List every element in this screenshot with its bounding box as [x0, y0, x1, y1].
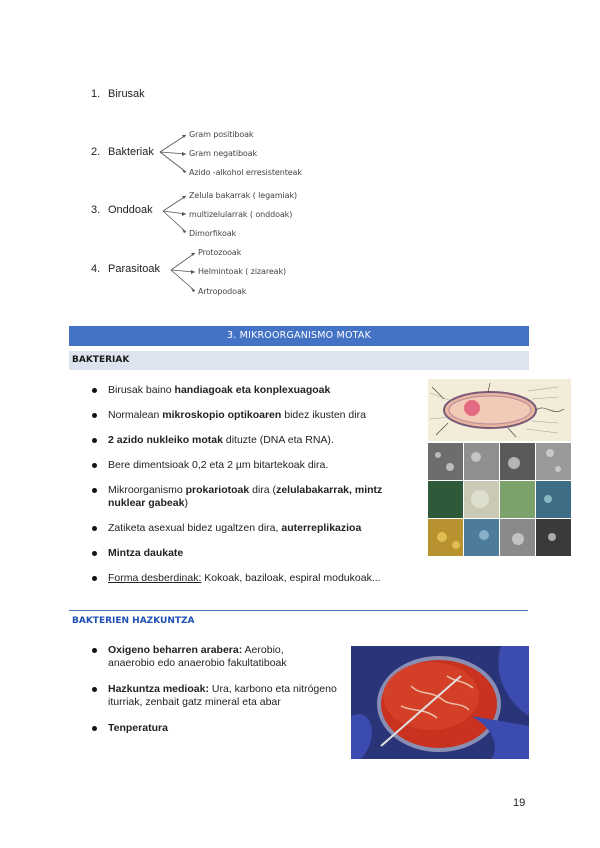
item-label: Bakteriak	[108, 146, 154, 158]
bullet-dot	[92, 388, 97, 393]
sub-banner: BAKTERIAK	[69, 351, 529, 370]
bullet-text	[108, 384, 398, 397]
bullet-text	[108, 722, 333, 735]
branch-label: Gram negatiboak	[189, 149, 258, 158]
bacterium-cell-illustration	[428, 379, 571, 441]
section-title-hazkuntza: BAKTERIEN HAZKUNTZA	[72, 616, 195, 626]
bullet-text	[108, 409, 398, 422]
item-number: 1.	[91, 88, 101, 100]
item-number: 2.	[91, 146, 101, 158]
text-run: Aerobio, anaerobio edo anaerobio fakultatiboak	[108, 644, 287, 669]
bullet-dot	[92, 463, 97, 468]
text-run: dira (	[249, 484, 277, 496]
bullet-dot	[92, 687, 97, 692]
text-run: dituzte (DNA eta RNA).	[222, 434, 334, 446]
bacteria-micrograph-grid	[428, 443, 571, 556]
item-label: Birusak	[108, 88, 145, 100]
branch-label: Protozooak	[198, 248, 242, 257]
bullet-dot	[92, 413, 97, 418]
bullet-dot	[92, 576, 97, 581]
branch-label: Azido -alkohol erresistenteak	[189, 168, 302, 177]
bold-text: prokariotoak	[185, 484, 250, 496]
section-divider	[69, 610, 528, 611]
branch-label: multizelularrak ( onddoak)	[189, 210, 293, 219]
bold-text: handiagoak eta konplexuagoak	[174, 384, 331, 396]
micrograph-tiles	[428, 443, 571, 556]
bullet-text	[108, 683, 346, 709]
bold-text: 2 azido nukleiko motak	[108, 434, 223, 446]
bullet-text	[108, 434, 398, 447]
branch-label: Artropodoak	[198, 287, 247, 296]
item-number: 3.	[91, 204, 101, 216]
bullet-dot	[92, 526, 97, 531]
text-run: Kokoak, baziloak, espiral modukoak...	[201, 572, 381, 584]
text-run: )	[184, 497, 188, 509]
text-run: Normalean	[108, 409, 163, 421]
bullet-dot	[92, 551, 97, 556]
bullet-dot	[92, 488, 97, 493]
text-run: Birusak baino	[108, 384, 175, 396]
branch-label: Dimorfikoak	[189, 229, 237, 238]
text-run: Forma desberdinak:	[108, 572, 202, 584]
bullet-dot	[92, 648, 97, 653]
section-banner: 3. MIKROORGANISMO MOTAK	[69, 326, 529, 346]
bullet-text	[108, 572, 408, 585]
bold-text: Hazkuntza medioak:	[108, 683, 209, 695]
branch-label: Zelula bakarrak ( legamiak)	[189, 191, 298, 200]
bullet-text	[108, 547, 398, 560]
branch-label: Helmintoak ( zizareak)	[198, 267, 287, 276]
bacterium-diagram-image	[428, 379, 571, 441]
bullet-text	[108, 459, 398, 472]
petri-dish-photo	[351, 646, 529, 759]
bullet-text	[108, 484, 398, 510]
bullet-dot	[92, 438, 97, 443]
item-label: Onddoak	[108, 204, 153, 216]
bold-text: Mintza daukate	[108, 547, 184, 559]
text-run: bidez ikusten dira	[281, 409, 366, 421]
bold-text: mikroskopio optikoaren	[162, 409, 282, 421]
branch-label: Gram positiboak	[189, 130, 254, 139]
bold-text: zelulabakarrak, mintz nuklear gabeak	[108, 484, 383, 509]
bullet-text	[108, 644, 333, 670]
petri-dish-illustration	[351, 646, 529, 759]
bold-text: Tenperatura	[108, 722, 168, 734]
bold-text: auterreplikazioa	[281, 522, 362, 534]
text-run: Bere dimentsioak 0,2 eta 2 µm bitartekoak dira.	[108, 459, 329, 471]
page-number: 19	[513, 797, 526, 809]
text-run: Zatiketa asexual bidez ugaltzen dira,	[108, 522, 282, 534]
item-number: 4.	[91, 263, 101, 275]
bold-text: Oxigeno beharren arabera:	[108, 644, 243, 656]
text-run: Mikroorganismo	[108, 484, 186, 496]
branch-arrows	[0, 0, 600, 320]
item-label: Parasitoak	[108, 263, 160, 275]
text-run: Ura, karbono eta nitrógeno iturriak, zenbait gatz mineral eta abar	[108, 683, 337, 708]
bullet-text	[108, 522, 398, 535]
bullet-dot	[92, 726, 97, 731]
